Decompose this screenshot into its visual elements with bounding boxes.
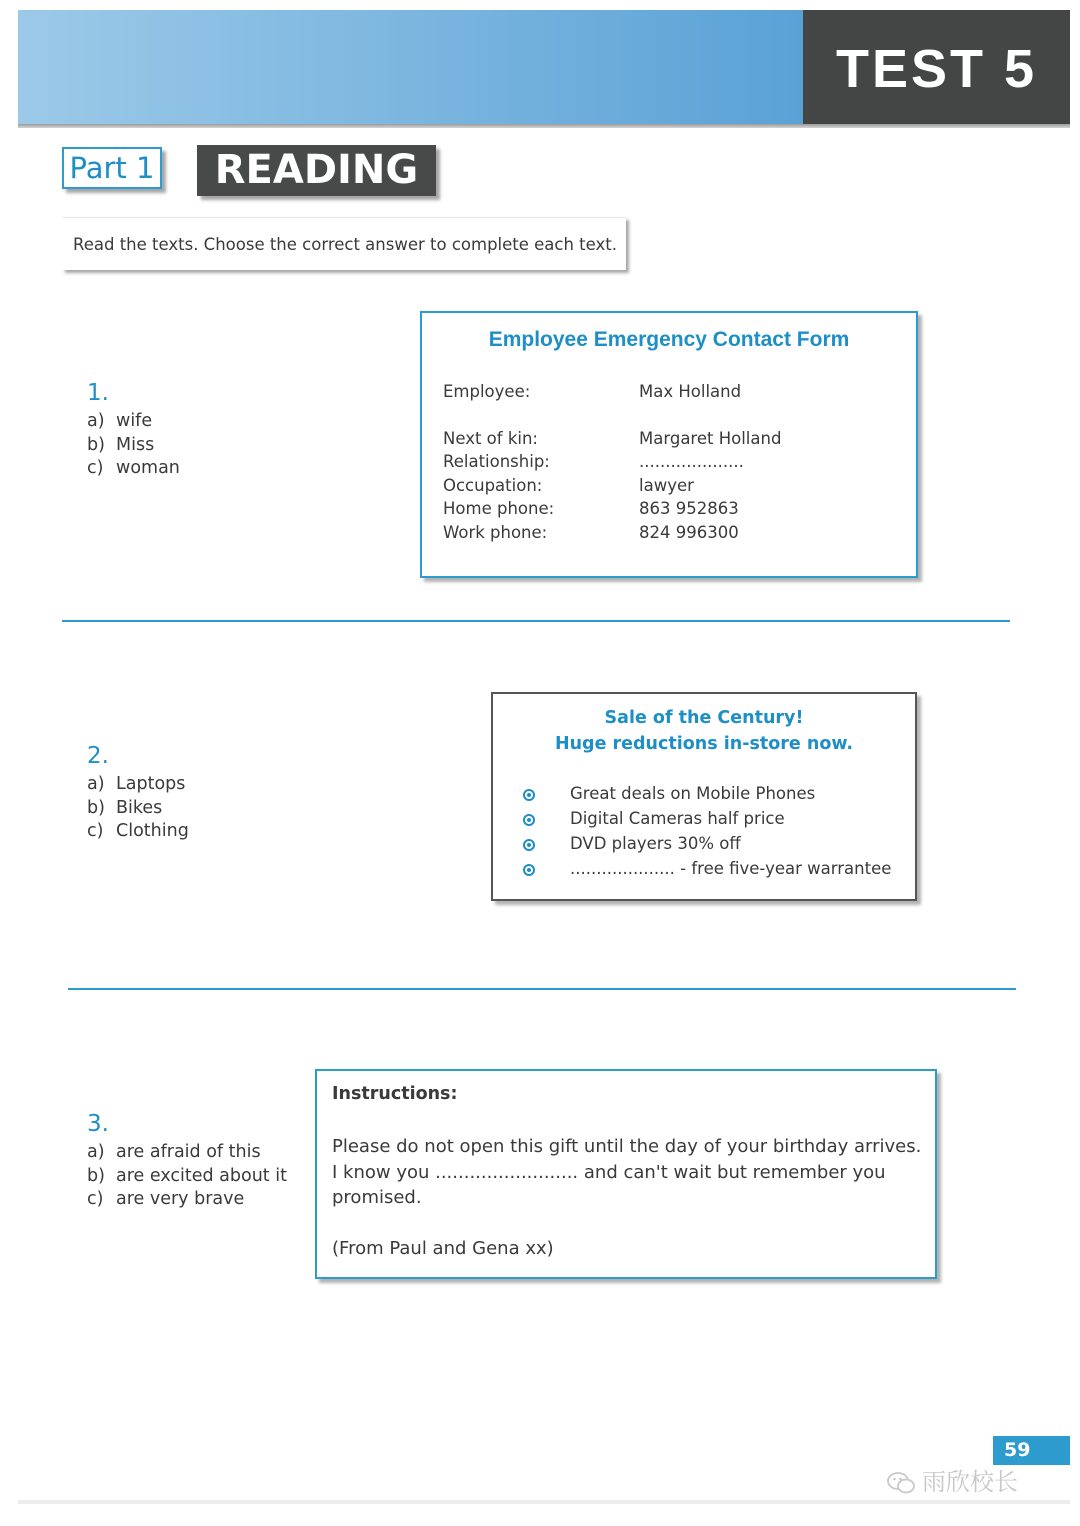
header-underline bbox=[18, 124, 1070, 128]
option-c[interactable] bbox=[87, 457, 180, 481]
option-list bbox=[87, 773, 189, 844]
option-letter: a) bbox=[87, 774, 105, 794]
form-value: .................... bbox=[639, 452, 744, 471]
form-label: Relationship: bbox=[443, 452, 550, 471]
option-text: are excited about it bbox=[116, 1165, 287, 1186]
form-label: Work phone: bbox=[443, 522, 548, 542]
form-row bbox=[443, 450, 903, 474]
question-3 bbox=[87, 1111, 287, 1212]
option-text: Miss bbox=[116, 434, 155, 455]
form-value: Margaret Holland bbox=[639, 428, 782, 448]
question-1 bbox=[87, 380, 180, 481]
section-divider bbox=[68, 988, 1016, 990]
option-text: are very brave bbox=[116, 1189, 245, 1209]
sale-item-text: Great deals on Mobile Phones bbox=[570, 784, 816, 803]
form-value: lawyer bbox=[639, 475, 694, 495]
option-letter: a) bbox=[87, 411, 105, 431]
circle-bullet-icon bbox=[523, 814, 535, 826]
sale-item-text: .................... - free five-year warrantee bbox=[570, 859, 892, 878]
wechat-icon bbox=[886, 1471, 916, 1495]
option-letter: b) bbox=[87, 797, 105, 818]
question-number: 1. bbox=[87, 380, 109, 406]
note-signature: (From Paul and Gena xx) bbox=[332, 1237, 554, 1259]
note-heading: Instructions: bbox=[332, 1084, 458, 1104]
option-text: wife bbox=[116, 411, 153, 431]
question-number: 2. bbox=[87, 743, 109, 769]
option-letter: b) bbox=[87, 1165, 105, 1186]
form-row bbox=[443, 427, 903, 451]
sale-item bbox=[523, 806, 903, 831]
footer-line bbox=[18, 1500, 1070, 1504]
note-line: I know you ......................... and can't wait but remember you bbox=[332, 1161, 886, 1183]
page-number: 59 bbox=[993, 1436, 1070, 1465]
form-row bbox=[443, 380, 903, 404]
form-label: Employee: bbox=[443, 382, 531, 401]
header-band bbox=[18, 10, 803, 124]
option-letter: a) bbox=[87, 1142, 105, 1162]
sale-heading: Sale of the Century! bbox=[604, 708, 804, 728]
note-line: Please do not open this gift until the day of your birthday arrives. bbox=[332, 1136, 922, 1157]
circle-bullet-icon bbox=[523, 789, 535, 801]
form-label: Occupation: bbox=[443, 475, 543, 495]
part-label: Part 1 bbox=[62, 147, 162, 189]
circle-bullet-icon bbox=[523, 864, 535, 876]
sale-subheading: Huge reductions in-store now. bbox=[554, 734, 854, 754]
form-label: Next of kin: bbox=[443, 428, 538, 448]
option-list bbox=[87, 1141, 287, 1212]
form-title: Employee Emergency Contact Form bbox=[488, 328, 850, 351]
option-text: are afraid of this bbox=[116, 1142, 261, 1162]
option-c[interactable] bbox=[87, 820, 189, 844]
watermark bbox=[886, 1462, 1018, 1497]
sale-item-list bbox=[523, 781, 903, 881]
sale-item bbox=[523, 856, 903, 881]
sale-item-text: Digital Cameras half price bbox=[570, 809, 785, 828]
option-list bbox=[87, 410, 180, 481]
sale-item-text: DVD players 30% off bbox=[570, 834, 741, 853]
sale-item bbox=[523, 831, 903, 856]
form-value: 824 996300 bbox=[639, 522, 739, 542]
option-letter: b) bbox=[87, 434, 105, 455]
question-2 bbox=[87, 743, 189, 844]
question-number: 3. bbox=[87, 1111, 109, 1137]
circle-bullet-icon bbox=[523, 839, 535, 851]
option-a[interactable] bbox=[87, 410, 180, 434]
option-a[interactable] bbox=[87, 773, 189, 797]
form-label: Home phone: bbox=[443, 499, 555, 518]
instruction-box: Read the texts. Choose the correct answer to complete each text. bbox=[62, 217, 626, 270]
sale-advert-card bbox=[491, 692, 917, 901]
form-value: 863 952863 bbox=[639, 499, 739, 518]
option-text: Bikes bbox=[116, 797, 163, 818]
emergency-contact-form-card bbox=[420, 311, 918, 578]
option-c[interactable] bbox=[87, 1188, 287, 1212]
section-title: READING bbox=[197, 145, 436, 196]
note-body bbox=[332, 1134, 927, 1261]
form-value: Max Holland bbox=[639, 382, 742, 401]
gift-note-card bbox=[315, 1069, 937, 1279]
option-b[interactable] bbox=[87, 797, 189, 821]
test-title: TEST 5 bbox=[835, 39, 1038, 99]
option-letter: c) bbox=[87, 821, 104, 841]
form-rows bbox=[443, 380, 903, 544]
option-text: woman bbox=[116, 458, 180, 478]
option-b[interactable] bbox=[87, 1165, 287, 1189]
option-text: Laptops bbox=[116, 774, 186, 794]
option-text: Clothing bbox=[116, 821, 189, 841]
form-row bbox=[443, 497, 903, 521]
watermark-text: 雨欣校长 bbox=[922, 1468, 1018, 1496]
option-letter: c) bbox=[87, 458, 104, 478]
sale-item bbox=[523, 781, 903, 806]
note-line: promised. bbox=[332, 1187, 422, 1208]
form-row bbox=[443, 474, 903, 498]
option-a[interactable] bbox=[87, 1141, 287, 1165]
option-b[interactable] bbox=[87, 434, 180, 458]
option-letter: c) bbox=[87, 1189, 104, 1209]
section-divider bbox=[62, 620, 1010, 622]
form-row bbox=[443, 521, 903, 545]
